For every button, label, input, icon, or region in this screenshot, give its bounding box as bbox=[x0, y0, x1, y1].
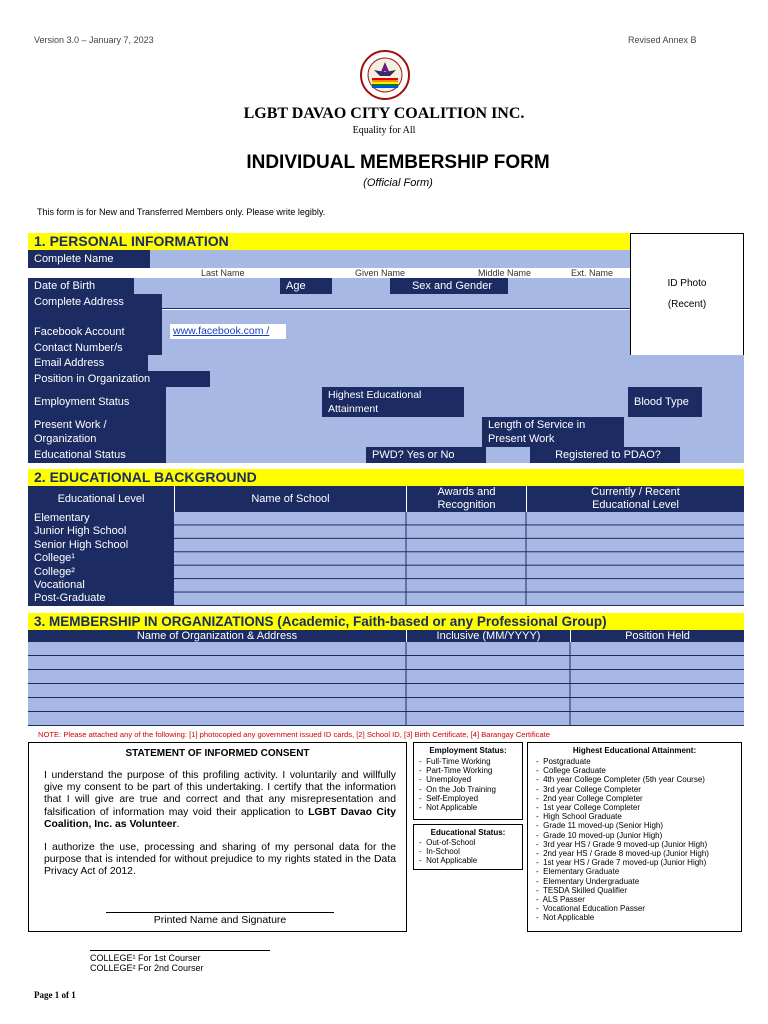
attainment-item: - Not Applicable bbox=[536, 913, 595, 923]
educational-status-item: - Out-of-School bbox=[419, 838, 476, 847]
blood-type-field[interactable] bbox=[702, 387, 744, 417]
educational-status-item: - Not Applicable bbox=[419, 856, 478, 866]
page-number: Page 1 of 1 bbox=[34, 990, 76, 1000]
dob-field[interactable] bbox=[134, 278, 280, 294]
signature-caption: Printed Name and Signature bbox=[153, 914, 287, 926]
blood-type-label: Blood Type bbox=[628, 387, 702, 417]
employment-status-item: - On the Job Training bbox=[419, 784, 496, 794]
employment-status-title: Employment Status: bbox=[429, 746, 507, 755]
highest-edu-field[interactable] bbox=[464, 387, 628, 417]
attainment-item: - Postgraduate bbox=[536, 757, 591, 766]
highest-attainment-title: Highest Educational Attainment: bbox=[572, 746, 697, 755]
coalition-seal-logo bbox=[360, 50, 410, 100]
org-name: LGBT DAVAO CITY COALITION INC. bbox=[243, 105, 525, 122]
pdao-label: Registered to PDAO? bbox=[530, 447, 680, 463]
employment-status-list bbox=[419, 757, 523, 812]
section2-title: 2. EDUCATIONAL BACKGROUND bbox=[28, 469, 744, 486]
educational-status-title: Educational Status: bbox=[430, 828, 506, 837]
employment-status-item: - Part-Time Working bbox=[419, 766, 493, 776]
edu-level-elementary: Elementary bbox=[34, 512, 90, 524]
facebook-url[interactable]: www.facebook.com / bbox=[170, 324, 286, 339]
employment-label: Employment Status bbox=[34, 396, 130, 408]
footnote-divider bbox=[90, 950, 270, 951]
edu-level-college1: College¹ bbox=[34, 552, 75, 565]
consent-p1-text: I understand the purpose of this profiling activity. I voluntarily and willfully give my consent to be part of this undertaking. I certify that the information that I will give are true and correct and that any misrepresentation and falsification of information may void their application to bbox=[44, 770, 396, 818]
edu-level-college2: College² bbox=[34, 565, 75, 578]
age-field[interactable] bbox=[332, 278, 390, 294]
consent-p1-end: . bbox=[176, 818, 180, 830]
edu-col-awards-header: Awards and Recognition bbox=[406, 486, 526, 512]
edu-level-vocational: Vocational bbox=[34, 579, 85, 592]
attainment-item: - 2nd year College Completer bbox=[536, 793, 643, 803]
tagline: Equality for All bbox=[352, 125, 416, 136]
section1-title: 1. PERSONAL INFORMATION bbox=[28, 233, 630, 250]
complete-name-label: Complete Name bbox=[28, 250, 150, 268]
section3-title: 3. MEMBERSHIP IN ORGANIZATIONS (Academic, Faith-based or any Professional Group) bbox=[28, 613, 744, 630]
edu-col-current-header: Currently / Recent Educational Level bbox=[526, 486, 744, 512]
sex-gender-field[interactable] bbox=[508, 278, 630, 294]
employment-field[interactable] bbox=[166, 387, 322, 417]
email-label: Email Address bbox=[28, 355, 148, 371]
age-label: Age bbox=[280, 278, 332, 294]
complete-name-field[interactable] bbox=[150, 250, 630, 268]
edu-level-postgrad: Post-Graduate bbox=[34, 592, 106, 605]
sex-gender-label: Sex and Gender bbox=[390, 278, 508, 294]
annex-label: Revised Annex B bbox=[628, 35, 697, 45]
footnote-college1: COLLEGE¹ For 1st Courser bbox=[90, 953, 201, 963]
attainment-item: - 3rd year College Completer bbox=[536, 784, 641, 794]
middle-name-caption: Middle Name bbox=[478, 268, 532, 278]
consent-paragraph-2: I authorize the use, processing and sharing of my personal data for the purpose that is intended for without prejudice to my rights stated in the Data Privacy Act of 2012. bbox=[44, 842, 396, 878]
org-grid[interactable] bbox=[28, 642, 744, 726]
attainment-item: - Elementary Graduate bbox=[536, 867, 620, 877]
edu-col-level-header: Educational Level bbox=[28, 486, 174, 512]
org-col-inclusive-header: Inclusive (MM/YYYY) bbox=[406, 630, 570, 642]
edu-levels-list bbox=[34, 512, 174, 606]
highest-attainment-list bbox=[536, 757, 742, 923]
attainment-item: - Elementary Undergraduate bbox=[536, 876, 640, 886]
footnote-college2: COLLEGE² For 2nd Courser bbox=[90, 963, 204, 973]
edu-col-school-header: Name of School bbox=[174, 486, 406, 512]
attainment-item: - 2nd year HS / Grade 8 moved-up (Junior High) bbox=[536, 849, 709, 859]
employment-status-item: - Not Applicable bbox=[419, 803, 478, 813]
attachment-note: NOTE: Please attached any of the following: [1] photocopied any government issued ID cards, [2] School ID, [3] Birth Certificate, [4] Barangay Certificate bbox=[38, 730, 550, 739]
attainment-item: - ALS Passer bbox=[536, 895, 585, 905]
position-field[interactable] bbox=[210, 371, 744, 387]
employment-status-item: - Self-Employed bbox=[419, 793, 479, 803]
given-name-caption: Given Name bbox=[355, 268, 406, 278]
highest-edu-label: Highest Educational Attainment bbox=[322, 387, 464, 417]
edu-grid[interactable] bbox=[174, 512, 744, 606]
dob-label: Date of Birth bbox=[28, 278, 134, 294]
address-label: Complete Address bbox=[34, 296, 124, 308]
version-label: Version 3.0 – January 7, 2023 bbox=[34, 35, 154, 45]
instruction-text: This form is for New and Transferred Members only. Please write legibly. bbox=[37, 207, 326, 217]
edu-status-label: Educational Status bbox=[28, 447, 166, 463]
id-photo-box[interactable] bbox=[630, 233, 744, 356]
edu-level-jhs: Junior High School bbox=[34, 525, 127, 538]
attainment-item: - TESDA Skilled Qualifier bbox=[536, 885, 627, 895]
org-col-position-header: Position Held bbox=[570, 630, 744, 642]
pwd-field[interactable] bbox=[486, 447, 530, 463]
id-photo-sublabel: (Recent) bbox=[667, 299, 707, 310]
educational-status-item: - In-School bbox=[419, 847, 460, 857]
edu-level-shs: Senior High School bbox=[34, 538, 129, 551]
org-col-name-header: Name of Organization & Address bbox=[28, 630, 406, 642]
length-service-field[interactable] bbox=[624, 417, 744, 447]
educational-status-list bbox=[419, 838, 523, 866]
contact-field[interactable] bbox=[162, 340, 630, 355]
edu-status-field[interactable] bbox=[166, 447, 366, 463]
form-title: INDIVIDUAL MEMBERSHIP FORM bbox=[246, 152, 550, 173]
attainment-item: - 4th year College Completer (5th year Course) bbox=[536, 775, 705, 785]
email-field[interactable] bbox=[148, 355, 744, 371]
pwd-label: PWD? Yes or No bbox=[366, 447, 486, 463]
attainment-item: - Grade 10 moved-up (Junior High) bbox=[536, 830, 663, 840]
id-photo-label: ID Photo bbox=[667, 278, 707, 289]
pdao-field[interactable] bbox=[680, 447, 744, 463]
attainment-item: - 1st year HS / Grade 7 moved-up (Junior High) bbox=[536, 858, 707, 868]
last-name-caption: Last Name bbox=[201, 268, 245, 278]
attainment-item: - College Graduate bbox=[536, 766, 606, 776]
present-work-label: Present Work / Organization bbox=[28, 417, 166, 447]
attainment-item: - Grade 11 moved-up (Senior High) bbox=[536, 821, 664, 831]
attainment-item: - Vocational Education Passer bbox=[536, 904, 645, 914]
consent-title: STATEMENT OF INFORMED CONSENT bbox=[125, 748, 310, 759]
attainment-item: - 1st year College Completer bbox=[536, 803, 641, 813]
attainment-item: - 3rd year HS / Grade 9 moved-up (Junior High) bbox=[536, 839, 708, 849]
employment-status-item: - Unemployed bbox=[419, 775, 472, 785]
present-work-field[interactable] bbox=[166, 417, 482, 447]
form-subtitle: (Official Form) bbox=[363, 177, 433, 189]
employment-status-item: - Full-Time Working bbox=[419, 757, 491, 766]
consent-paragraph-1 bbox=[44, 770, 396, 831]
contact-label: Contact Number/s bbox=[28, 340, 162, 355]
length-service-label: Length of Service in Present Work bbox=[482, 417, 624, 447]
signature-line[interactable] bbox=[106, 912, 334, 913]
position-label: Position in Organization bbox=[28, 371, 210, 387]
attainment-item: - High School Graduate bbox=[536, 812, 622, 822]
consent-p1-bold: LGBT Davao City Coalition, Inc. as Volunteer bbox=[44, 806, 396, 830]
facebook-label: Facebook Account bbox=[28, 324, 162, 340]
address-field-line1[interactable] bbox=[162, 294, 630, 309]
ext-name-caption: Ext. Name bbox=[571, 268, 614, 278]
